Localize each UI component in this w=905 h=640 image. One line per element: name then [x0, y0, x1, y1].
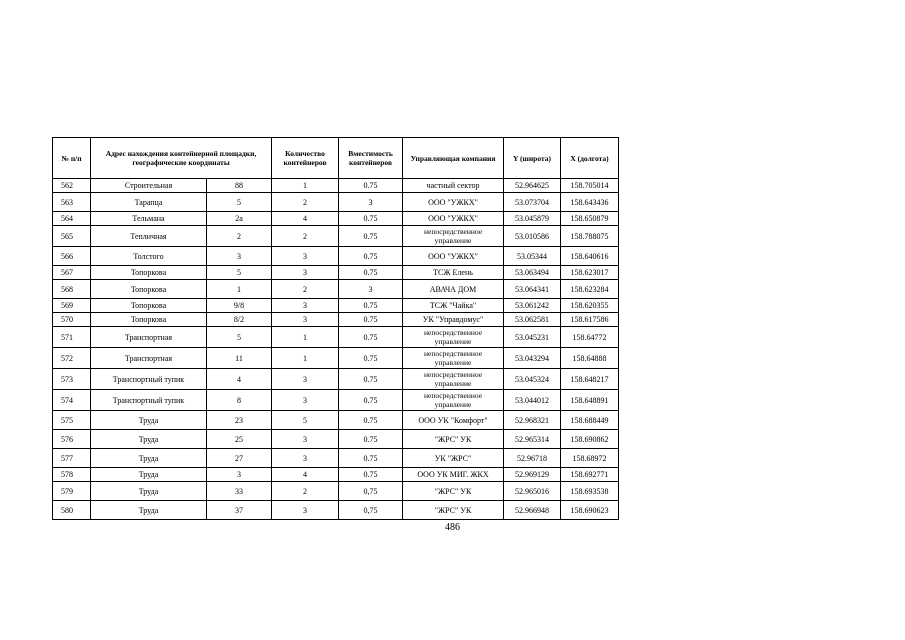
table-row [53, 390, 619, 411]
row-house: 23 [207, 411, 272, 430]
table-row [53, 280, 619, 299]
header-number: № п/п [53, 138, 91, 179]
row-longitude: 158.68972 [561, 449, 619, 468]
row-number: 566 [53, 247, 91, 266]
row-house: 3 [207, 247, 272, 266]
row-street: Труда [91, 411, 207, 430]
row-number: 569 [53, 299, 91, 313]
row-latitude: 53.05344 [504, 247, 561, 266]
row-house: 5 [207, 327, 272, 348]
header-count: Количество контейнеров [272, 138, 339, 179]
row-capacity: 0.75 [339, 212, 403, 226]
row-longitude: 158.64772 [561, 327, 619, 348]
row-count: 3 [272, 299, 339, 313]
row-street: Топоркова [91, 299, 207, 313]
row-house: 2а [207, 212, 272, 226]
row-number: 570 [53, 313, 91, 327]
header-capacity: Вместимость контейнеров [339, 138, 403, 179]
row-latitude: 53.061242 [504, 299, 561, 313]
row-count: 3 [272, 266, 339, 280]
table-row [53, 179, 619, 193]
row-latitude: 52.965016 [504, 482, 561, 501]
row-house: 2 [207, 226, 272, 247]
header-longitude: X (долгота) [561, 138, 619, 179]
row-number: 578 [53, 468, 91, 482]
row-house: 37 [207, 501, 272, 520]
row-capacity: 0.75 [339, 226, 403, 247]
row-longitude: 158.788075 [561, 226, 619, 247]
row-number: 573 [53, 369, 91, 390]
table-row [53, 449, 619, 468]
row-capacity: 0.75 [339, 449, 403, 468]
row-latitude: 52.96718 [504, 449, 561, 468]
row-street: Строительная [91, 179, 207, 193]
row-latitude: 52.969129 [504, 468, 561, 482]
row-company: ООО "УЖКХ" [403, 212, 504, 226]
row-count: 3 [272, 313, 339, 327]
row-number: 565 [53, 226, 91, 247]
row-house: 11 [207, 348, 272, 369]
row-street: Транспортный тупик [91, 369, 207, 390]
row-longitude: 158.623017 [561, 266, 619, 280]
row-capacity: 0.75 [339, 468, 403, 482]
table-row [53, 247, 619, 266]
row-street: Тепличная [91, 226, 207, 247]
row-longitude: 158.688449 [561, 411, 619, 430]
row-count: 1 [272, 179, 339, 193]
row-longitude: 158.623284 [561, 280, 619, 299]
row-company: непосредственное управление [403, 390, 504, 411]
row-number: 564 [53, 212, 91, 226]
row-count: 3 [272, 449, 339, 468]
table-row [53, 501, 619, 520]
row-count: 2 [272, 280, 339, 299]
row-latitude: 53.010586 [504, 226, 561, 247]
row-street: Труда [91, 430, 207, 449]
header-company: Управляющая компания [403, 138, 504, 179]
header-latitude: Y (широта) [504, 138, 561, 179]
row-longitude: 158.643436 [561, 193, 619, 212]
row-house: 5 [207, 193, 272, 212]
row-longitude: 158.620355 [561, 299, 619, 313]
row-company: непосредственное управление [403, 369, 504, 390]
header-address: Адрес нахождения контейнерной площадки, географические координаты [91, 138, 272, 179]
row-street: Транспортная [91, 348, 207, 369]
row-latitude: 52.966948 [504, 501, 561, 520]
row-house: 5 [207, 266, 272, 280]
row-number: 576 [53, 430, 91, 449]
row-company: ООО "УЖКХ" [403, 193, 504, 212]
row-latitude: 52.968321 [504, 411, 561, 430]
row-street: Транспортный тупик [91, 390, 207, 411]
row-longitude: 158.690862 [561, 430, 619, 449]
row-street: Толстого [91, 247, 207, 266]
row-longitude: 158.692771 [561, 468, 619, 482]
row-latitude: 52.964625 [504, 179, 561, 193]
row-count: 4 [272, 468, 339, 482]
row-longitude: 158.650879 [561, 212, 619, 226]
row-house: 1 [207, 280, 272, 299]
row-latitude: 53.045879 [504, 212, 561, 226]
row-street: Труда [91, 468, 207, 482]
row-latitude: 53.063494 [504, 266, 561, 280]
row-number: 577 [53, 449, 91, 468]
row-house: 88 [207, 179, 272, 193]
row-capacity: 0.75 [339, 247, 403, 266]
row-number: 571 [53, 327, 91, 348]
row-house: 9/8 [207, 299, 272, 313]
row-count: 2 [272, 226, 339, 247]
row-house: 8/2 [207, 313, 272, 327]
row-latitude: 53.045324 [504, 369, 561, 390]
row-capacity: 0.75 [339, 430, 403, 449]
row-longitude: 158.64888 [561, 348, 619, 369]
row-company: непосредственное управление [403, 348, 504, 369]
row-capacity: 0,75 [339, 482, 403, 501]
row-capacity: 0,75 [339, 501, 403, 520]
row-number: 575 [53, 411, 91, 430]
row-count: 2 [272, 482, 339, 501]
table-header-row [53, 138, 619, 179]
row-street: Тарапца [91, 193, 207, 212]
row-number: 567 [53, 266, 91, 280]
row-company: частный сектор [403, 179, 504, 193]
row-company: УК "Управдомус" [403, 313, 504, 327]
row-street: Труда [91, 482, 207, 501]
row-street: Топоркова [91, 280, 207, 299]
row-number: 568 [53, 280, 91, 299]
row-count: 3 [272, 501, 339, 520]
row-number: 572 [53, 348, 91, 369]
table-row [53, 430, 619, 449]
row-capacity: 0.75 [339, 411, 403, 430]
table-row [53, 193, 619, 212]
row-street: Труда [91, 449, 207, 468]
row-count: 1 [272, 348, 339, 369]
row-capacity: 3 [339, 193, 403, 212]
row-latitude: 52.965314 [504, 430, 561, 449]
row-count: 5 [272, 411, 339, 430]
row-house: 25 [207, 430, 272, 449]
row-company: ТСЖ "Чайка" [403, 299, 504, 313]
row-house: 3 [207, 468, 272, 482]
row-house: 27 [207, 449, 272, 468]
row-company: ООО УК МИГ. ЖКХ [403, 468, 504, 482]
row-count: 3 [272, 247, 339, 266]
row-company: ТСЖ Елень [403, 266, 504, 280]
row-count: 2 [272, 193, 339, 212]
table-row [53, 468, 619, 482]
row-count: 4 [272, 212, 339, 226]
row-capacity: 0.75 [339, 390, 403, 411]
row-capacity: 0.75 [339, 327, 403, 348]
row-latitude: 53.043294 [504, 348, 561, 369]
row-capacity: 0.75 [339, 266, 403, 280]
row-number: 562 [53, 179, 91, 193]
table-row [53, 212, 619, 226]
row-company: "ЖРС" УК [403, 501, 504, 520]
row-company: ООО "УЖКХ" [403, 247, 504, 266]
row-latitude: 53.073704 [504, 193, 561, 212]
row-street: Тельмана [91, 212, 207, 226]
row-longitude: 158.648217 [561, 369, 619, 390]
table-row [53, 369, 619, 390]
row-company: непосредственное управление [403, 327, 504, 348]
row-company: ООО УК "Комфорт" [403, 411, 504, 430]
row-latitude: 53.064341 [504, 280, 561, 299]
row-company: непосредственное управление [403, 226, 504, 247]
container-sites-table [52, 137, 619, 520]
row-number: 580 [53, 501, 91, 520]
row-capacity: 3 [339, 280, 403, 299]
row-longitude: 158.648891 [561, 390, 619, 411]
row-longitude: 158.690623 [561, 501, 619, 520]
row-capacity: 0.75 [339, 348, 403, 369]
row-count: 3 [272, 390, 339, 411]
row-company: "ЖРС" УК [403, 482, 504, 501]
row-longitude: 158.693538 [561, 482, 619, 501]
row-street: Топоркова [91, 266, 207, 280]
row-count: 3 [272, 430, 339, 449]
row-company: АВАЧА ДОМ [403, 280, 504, 299]
row-street: Труда [91, 501, 207, 520]
row-latitude: 53.062581 [504, 313, 561, 327]
row-longitude: 158.617586 [561, 313, 619, 327]
row-street: Топоркова [91, 313, 207, 327]
row-house: 4 [207, 369, 272, 390]
row-company: "ЖРС" УК [403, 430, 504, 449]
row-street: Транспортная [91, 327, 207, 348]
table-row [53, 348, 619, 369]
table-row [53, 266, 619, 280]
table-row [53, 327, 619, 348]
row-capacity: 0.75 [339, 369, 403, 390]
row-capacity: 0.75 [339, 299, 403, 313]
row-count: 3 [272, 369, 339, 390]
row-latitude: 53.045231 [504, 327, 561, 348]
row-company: УК "ЖРС" [403, 449, 504, 468]
row-latitude: 53.044012 [504, 390, 561, 411]
table-row [53, 226, 619, 247]
table-row [53, 299, 619, 313]
row-number: 574 [53, 390, 91, 411]
table-row [53, 482, 619, 501]
table-row [53, 411, 619, 430]
row-count: 1 [272, 327, 339, 348]
row-house: 33 [207, 482, 272, 501]
row-number: 579 [53, 482, 91, 501]
row-number: 563 [53, 193, 91, 212]
row-capacity: 0.75 [339, 179, 403, 193]
table-row [53, 313, 619, 327]
row-longitude: 158.705014 [561, 179, 619, 193]
page-number: 486 [445, 522, 460, 533]
row-longitude: 158.640616 [561, 247, 619, 266]
row-capacity: 0.75 [339, 313, 403, 327]
row-house: 8 [207, 390, 272, 411]
